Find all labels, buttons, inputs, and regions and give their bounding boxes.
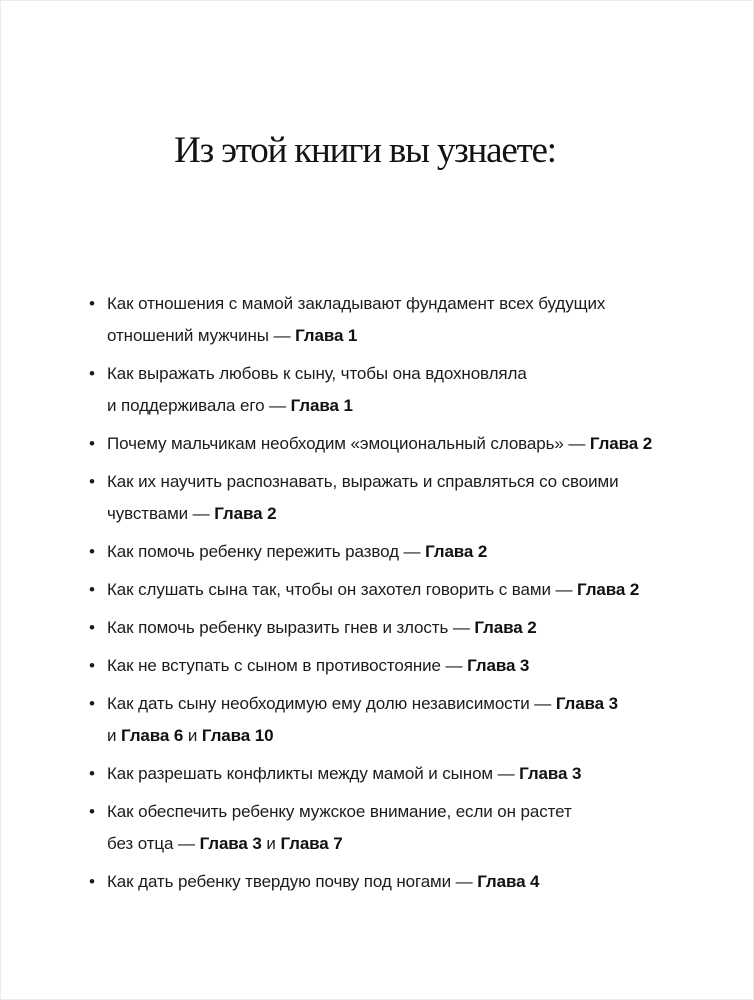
chapter-ref: Глава 4	[477, 872, 540, 891]
bullet-icon: •	[89, 580, 95, 599]
list-item	[89, 796, 684, 860]
list-item-line: Как обеспечить ребенку мужское внимание, если он растет	[107, 802, 572, 821]
learn-list	[89, 288, 684, 904]
list-item	[89, 758, 684, 790]
list-item	[89, 536, 684, 568]
list-item-line: и Глава 6 и Глава 10	[107, 726, 274, 745]
chapter-ref: Глава 2	[577, 580, 640, 599]
page-title: Из этой книги вы узнаете:	[174, 129, 556, 171]
list-item	[89, 288, 684, 352]
bullet-icon: •	[89, 656, 95, 675]
chapter-ref: Глава 2	[214, 504, 277, 523]
bullet-icon: •	[89, 694, 95, 713]
list-item-line: чувствами — Глава 2	[107, 504, 277, 523]
list-item	[89, 612, 684, 644]
chapter-ref: Глава 2	[589, 434, 653, 453]
list-item-line: Как помочь ребенку пережить развод — Глава 2	[107, 542, 488, 561]
bullet-icon: •	[89, 618, 95, 637]
list-item-line: без отца — Глава 3 и Глава 7	[107, 834, 343, 853]
list-item-line: и поддерживала его — Глава 1	[107, 396, 353, 415]
list-item-line: Почему мальчикам необходим «эмоциональный словарь» — Глава 2	[107, 434, 653, 453]
bullet-icon: •	[89, 764, 95, 783]
list-item	[89, 866, 684, 898]
bullet-icon: •	[89, 472, 95, 491]
bullet-icon: •	[89, 872, 95, 891]
list-item	[89, 688, 684, 752]
bullet-icon: •	[89, 542, 95, 561]
list-item	[89, 650, 684, 682]
chapter-ref: Глава 1	[295, 326, 358, 345]
bullet-icon: •	[89, 364, 95, 383]
chapter-ref: Глава 10	[201, 726, 274, 745]
list-item	[89, 428, 684, 460]
list-item	[89, 466, 684, 530]
chapter-ref: Глава 2	[474, 618, 537, 637]
chapter-ref: Глава 3	[199, 834, 262, 853]
list-item-line: Как слушать сына так, чтобы он захотел говорить с вами — Глава 2	[107, 580, 640, 599]
list-item-line: Как отношения с мамой закладывают фундамент всех будущих	[107, 294, 606, 313]
list-item-line: Как их научить распознавать, выражать и справляться со своими	[107, 472, 619, 491]
bullet-icon: •	[89, 294, 95, 313]
bullet-icon: •	[89, 802, 95, 821]
chapter-ref: Глава 1	[290, 396, 353, 415]
chapter-ref: Глава 3	[555, 694, 619, 713]
chapter-ref: Глава 3	[519, 764, 582, 783]
list-item-line: Как не вступать с сыном в противостояние — Глава 3	[107, 656, 530, 675]
list-item	[89, 358, 684, 422]
list-item-line: Как дать сыну необходимую ему долю независимости — Глава 3	[107, 694, 619, 713]
list-item-line: отношений мужчины — Глава 1	[107, 326, 358, 345]
chapter-ref: Глава 6	[121, 726, 184, 745]
list-item	[89, 574, 684, 606]
chapter-ref: Глава 3	[467, 656, 530, 675]
chapter-ref: Глава 7	[280, 834, 343, 853]
list-item-line: Как разрешать конфликты между мамой и сыном — Глава 3	[107, 764, 582, 783]
list-item-line: Как помочь ребенку выразить гнев и злость — Глава 2	[107, 618, 537, 637]
chapter-ref: Глава 2	[425, 542, 488, 561]
list-item-line: Как дать ребенку твердую почву под ногами — Глава 4	[107, 872, 540, 891]
list-item-line: Как выражать любовь к сыну, чтобы она вдохновляла	[107, 364, 527, 383]
bullet-icon: •	[89, 434, 95, 453]
